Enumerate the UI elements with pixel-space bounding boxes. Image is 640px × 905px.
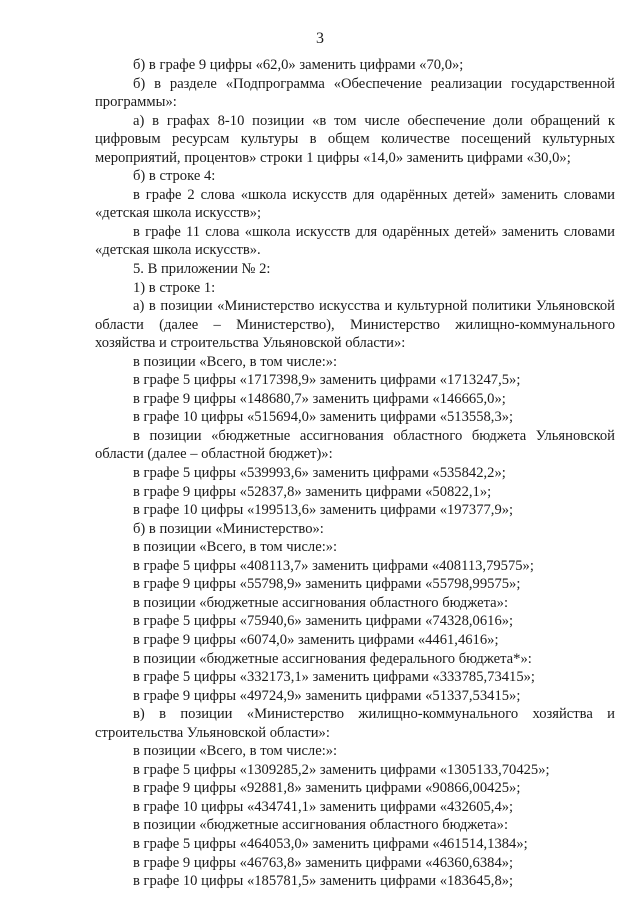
paragraph: 1) в строке 1: — [133, 279, 216, 296]
paragraph: в графе 9 цифры «92881,8» заменить цифрами «90866,00425»; — [133, 780, 521, 797]
paragraph: в графе 11 слова «школа искусств для одарённых детей» заменить словами «детская школа искусств». — [95, 223, 615, 259]
paragraph: в графе 9 цифры «49724,9» заменить цифрами «51337,53415»; — [133, 687, 521, 704]
paragraph: б) в графе 9 цифры «62,0» заменить цифрами «70,0»; — [133, 57, 464, 73]
paragraph: в позиции «Всего, в том числе:»: — [133, 539, 338, 556]
paragraph: а) в позиции «Министерство искусства и культурной политики Ульяновской области (далее – Министерство), Министерство жилищно-коммунального хозяйства и строительства Ульяновской области»: — [95, 298, 615, 352]
paragraph: в графе 5 цифры «75940,6» заменить цифрами «74328,0616»; — [133, 613, 514, 630]
paragraph: 5. В приложении № 2: — [133, 261, 271, 278]
page-number: 3 — [316, 30, 324, 47]
paragraph: в графе 5 цифры «332173,1» заменить цифрами «333785,73415»; — [133, 669, 535, 686]
paragraph: б) в разделе «Подпрограмма «Обеспечение реализации государственной программы»: — [95, 75, 615, 111]
paragraph: в позиции «бюджетные ассигнования областного бюджета»: — [133, 817, 508, 834]
paragraph: в графе 9 цифры «6074,0» заменить цифрами «4461,4616»; — [133, 631, 499, 648]
paragraph: в графе 5 цифры «1309285,2» заменить цифрами «1305133,70425»; — [133, 761, 550, 778]
paragraph: в графе 9 цифры «55798,9» заменить цифрами «55798,99575»; — [133, 576, 521, 593]
paragraph: в графе 9 цифры «46763,8» заменить цифрами «46360,6384»; — [133, 854, 514, 871]
paragraph: в графе 5 цифры «408113,7» заменить цифрами «408113,79575»; — [133, 557, 534, 574]
paragraph: в позиции «бюджетные ассигнования областного бюджета Ульяновской области (далее – областной бюджет)»: — [95, 427, 615, 463]
paragraph: в графе 5 цифры «1717398,9» заменить цифрами «1713247,5»; — [133, 372, 521, 389]
paragraph: в графе 5 цифры «464053,0» заменить цифрами «461514,1384»; — [133, 835, 528, 852]
paragraph: в графе 10 цифры «185781,5» заменить цифрами «183645,8»; — [133, 873, 514, 890]
paragraph: в графе 10 цифры «515694,0» заменить цифрами «513558,3»; — [133, 409, 514, 426]
paragraph: в позиции «Всего, в том числе:»: — [133, 353, 338, 370]
paragraph: в) в позиции «Министерство жилищно-коммунального хозяйства и строительства Ульяновской области»: — [95, 706, 615, 741]
paragraph: в графе 10 цифры «199513,6» заменить цифрами «197377,9»; — [133, 502, 514, 519]
paragraph: в позиции «бюджетные ассигнования областного бюджета»: — [133, 594, 508, 611]
paragraph: в графе 10 цифры «434741,1» заменить цифрами «432605,4»; — [133, 798, 514, 815]
paragraph: в позиции «бюджетные ассигнования федерального бюджета*»: — [133, 650, 532, 667]
paragraph: б) в позиции «Министерство»: — [133, 520, 324, 537]
paragraph: в графе 5 цифры «539993,6» заменить цифрами «535842,2»; — [133, 465, 506, 482]
paragraph: в позиции «Всего, в том числе:»: — [133, 743, 338, 760]
paragraph: в графе 9 цифры «52837,8» заменить цифрами «50822,1»; — [133, 483, 492, 500]
paragraph: а) в графах 8-10 позиции «в том числе обеспечение доли обращений к цифровым ресурсам культуры в общем количестве посещений культурных мероприятий, процентов» строки 1 цифры «14,0» заменить цифрами «30,0»; — [95, 112, 615, 166]
paragraph: б) в строке 4: — [133, 168, 216, 185]
paragraph: в графе 2 слова «школа искусств для одарённых детей» заменить словами «детская школа искусств»; — [95, 186, 615, 222]
paragraph: в графе 9 цифры «148680,7» заменить цифрами «146665,0»; — [133, 390, 506, 407]
document-body — [95, 56, 615, 891]
